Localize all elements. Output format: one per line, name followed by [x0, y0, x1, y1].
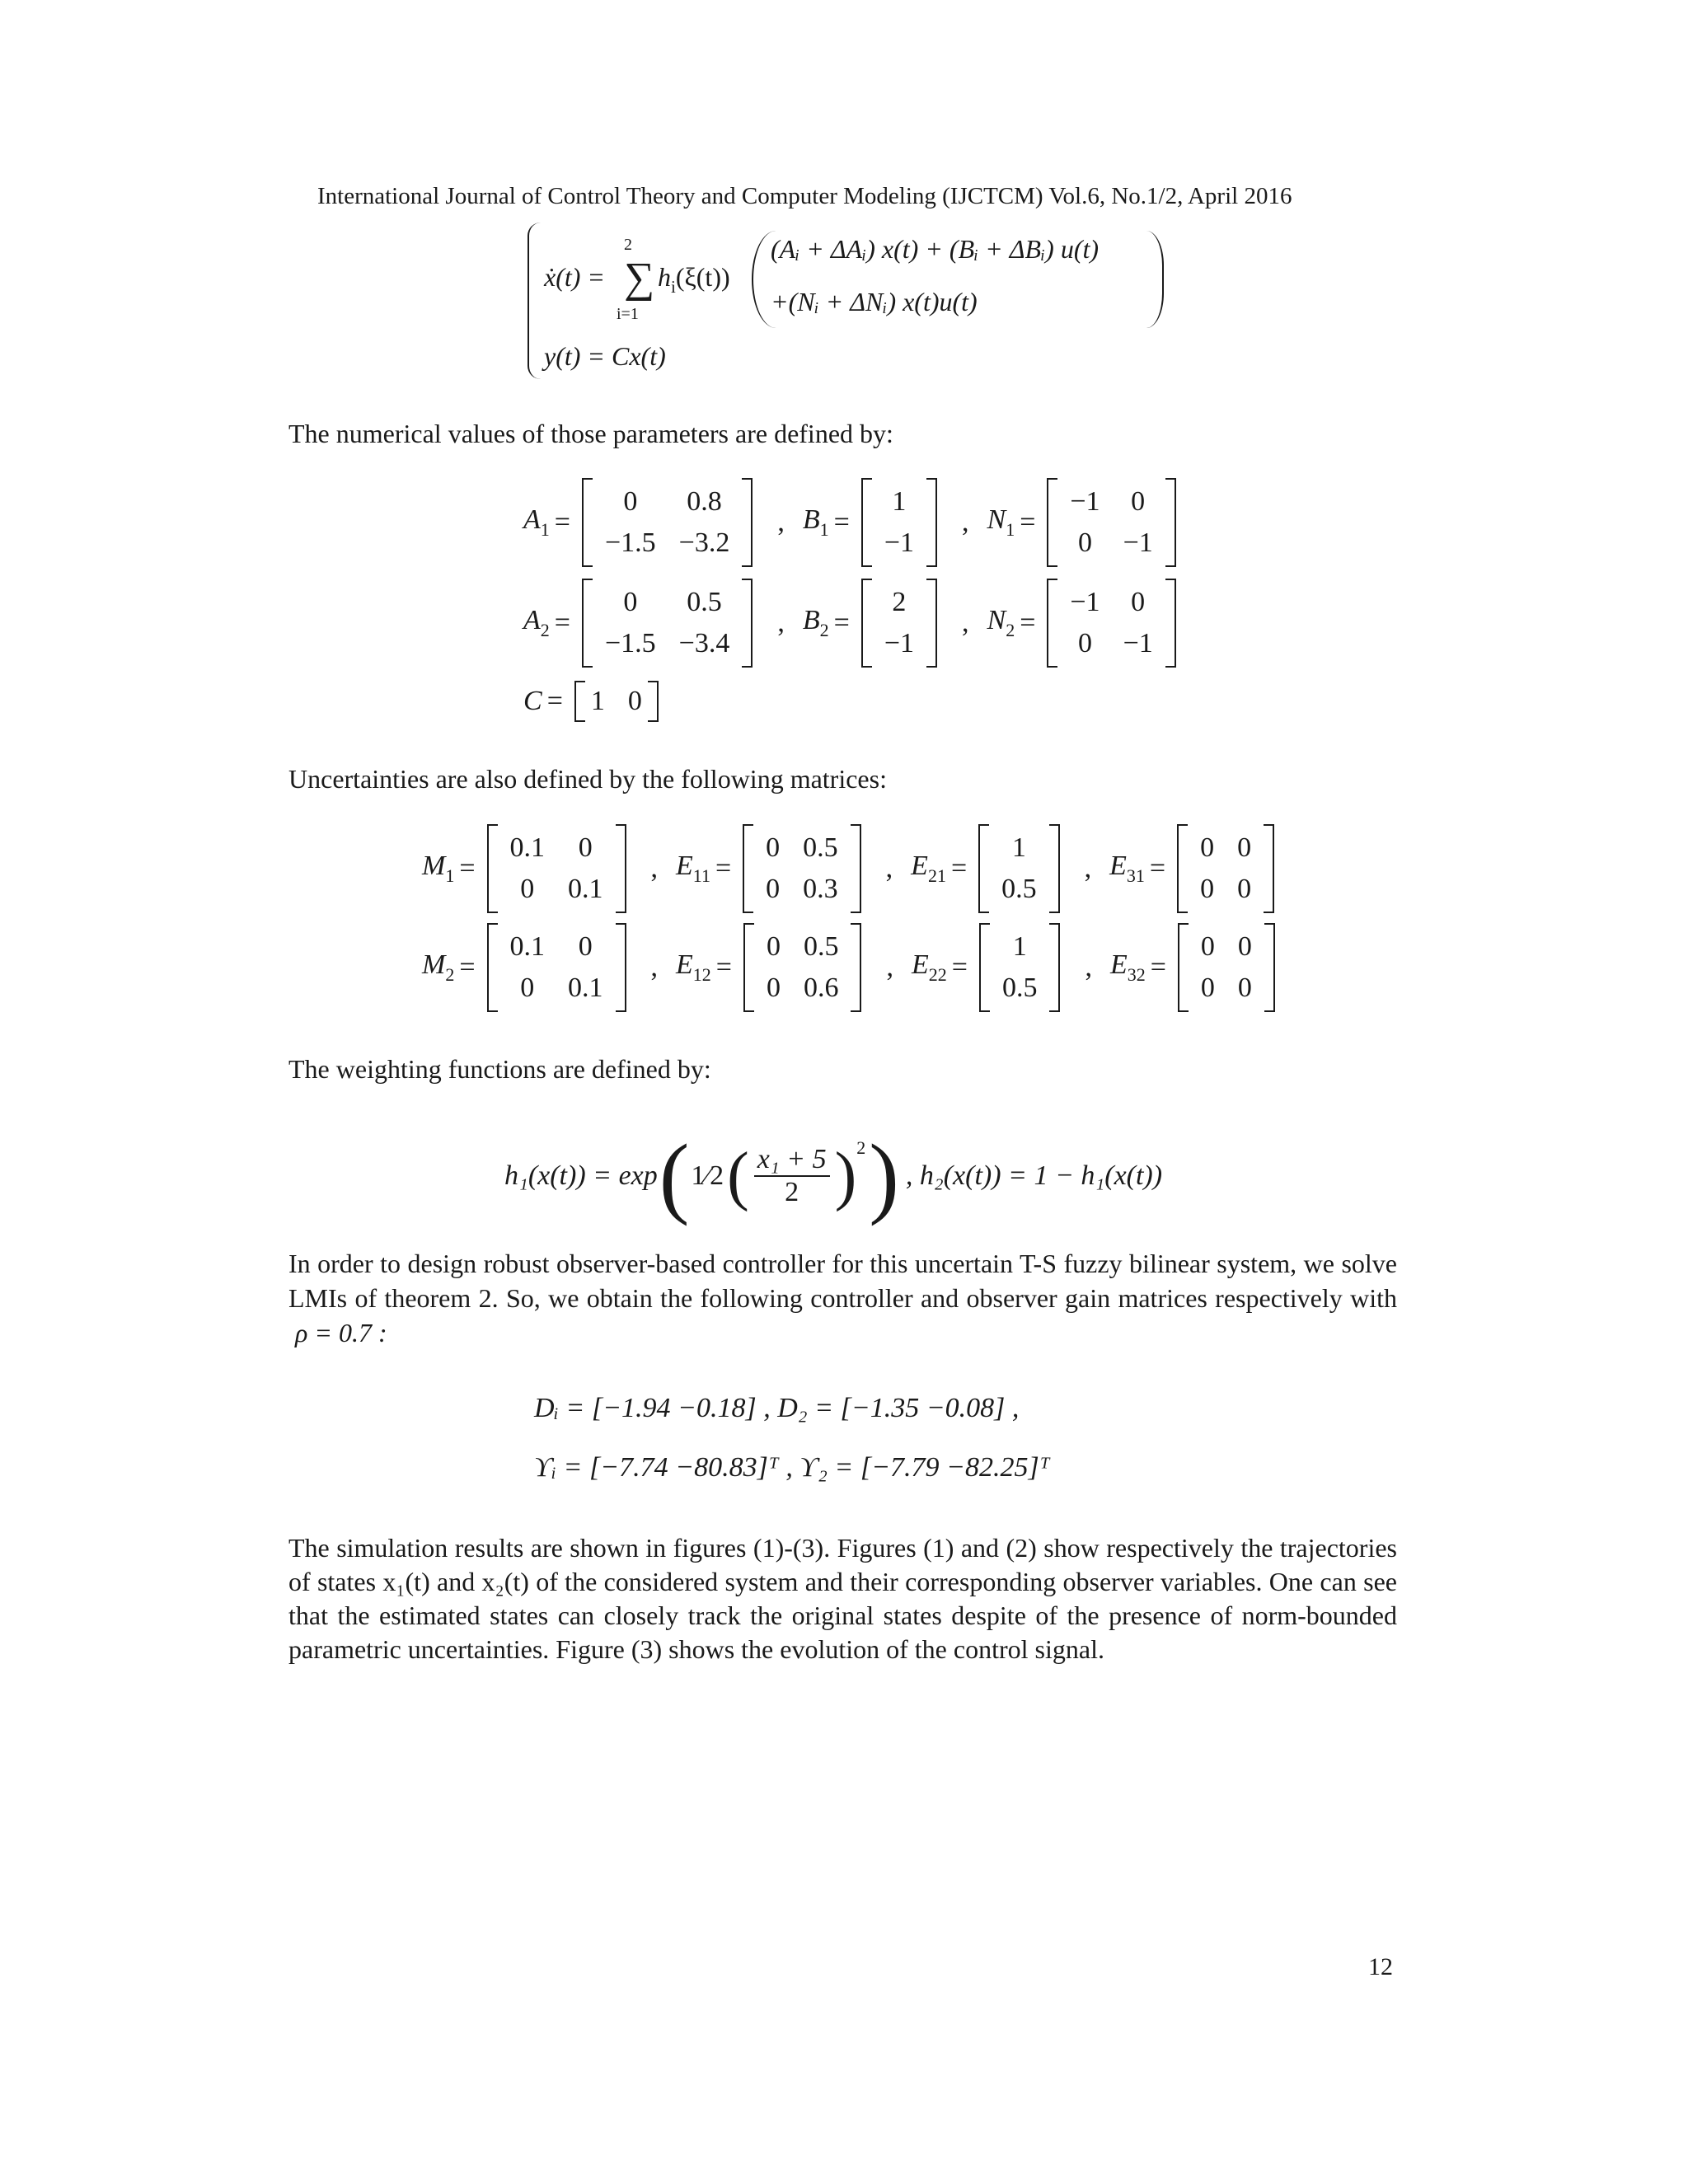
paragraph-design: In order to design robust observer-based controller for this uncertain T-S fuzzy bilinear system, we solve LMIs of theorem 2. So, we obtain the following controller and observer gain matrices respectively with ρ = 0.7 :: [288, 1249, 1397, 1347]
page-number: 12: [1368, 1953, 1393, 1980]
matrix-E22: 1 0.5: [979, 923, 1061, 1012]
left-brace: [528, 223, 541, 379]
matrix-B1: 1 −1: [861, 478, 937, 567]
uncert-row-1: $M_1$ = 0.1 0 0 0.1 , $E_{11}$ = 0 0.5 0 0.3 , $E_{21}$ = 1 0.5 , $E_{31}$ = 0 0 0 0: [422, 824, 1281, 913]
weight-denominator: 2: [785, 1177, 799, 1207]
weight-lhs: h₁(x(t)) = exp: [504, 1160, 658, 1191]
params-row-2: $A_2$ = 0 0.5 −1.5 −3.4 , $B_2$ = 2 −1 , $N_2$ = −1 0 0 −1: [523, 579, 1183, 668]
uncert-row-2: $M_2$ = 0.1 0 0 0.1 , $E_{12}$ = 0 0.5 0 0.6 , $E_{22}$ = 1 0.5 , $E_{32}$ = 0 0 0 0: [422, 923, 1282, 1012]
weight-rhs: , h₂(x(t)) = 1 − h₁(x(t)): [905, 1160, 1163, 1191]
h-arg: (ξ(t)): [675, 262, 730, 292]
h-symbol: h: [658, 262, 671, 292]
matrix-E31: 0 0 0 0: [1177, 824, 1274, 913]
output-equation: y(t) = Cx(t): [544, 341, 666, 371]
weight-exponent: 2: [856, 1137, 866, 1158]
controller-gains: Dᵢ = [−1.94 −0.18] , D₂ = [−1.35 −0.08] ,: [534, 1393, 1020, 1423]
running-header: International Journal of Control Theory and Computer Modeling (IJCTCM) Vol.6, No.1/2, April 2016: [317, 183, 1292, 209]
observer-gains: ϒᵢ = [−7.74 −80.83]ᵀ , ϒ₂ = [−7.79 −82.25]ᵀ: [534, 1452, 1050, 1483]
matrix-N1: −1 0 0 −1: [1047, 478, 1175, 567]
system-line2: +(Nᵢ + ΔNᵢ) x(t)u(t): [771, 287, 978, 316]
matrix-M1: 0.1 0 0 0.1: [487, 824, 626, 913]
weighting-equation: h₁(x(t)) = exp ( 1⁄2 ( $\frac{\text{x₁ + 5}}{2}$ ) 2 ) , h₂(x(t)) = 1 − h₁(x(t)): [504, 1126, 1163, 1226]
matrix-A2: 0 0.5 −1.5 −3.4: [582, 579, 753, 668]
matrix-E12: 0 0.5 0 0.6: [743, 923, 862, 1012]
right-paren: [1129, 231, 1164, 328]
matrix-N2: −1 0 0 −1: [1047, 579, 1175, 668]
matrix-C: 1 0: [574, 681, 659, 722]
rho-value: ρ = 0.7 :: [295, 1318, 387, 1347]
matrix-E32: 0 0 0 0: [1178, 923, 1275, 1012]
weight-fraction: [754, 1144, 830, 1208]
matrix-M2: 0.1 0 0 0.1: [487, 923, 626, 1012]
system-line1: (Aᵢ + ΔAᵢ) x(t) + (Bᵢ + ΔBᵢ) u(t): [771, 234, 1100, 264]
paragraph-weighting: The weighting functions are defined by:: [288, 1054, 711, 1084]
weight-half: 1⁄2: [691, 1160, 724, 1191]
matrix-B2: 2 −1: [861, 579, 937, 668]
paragraph-uncertainties: Uncertainties are also defined by the following matrices:: [288, 764, 887, 794]
paragraph-simulation: The simulation results are shown in figures (1)-(3). Figures (1) and (2) show respectively the trajectories of states x₁(t) and x₂(t) of the considered system and their corresponding observer variables. One can see that the estimated states can closely track the original states despite of the presence of norm-bounded parametric uncertainties. Figure (3) shows the evolution of the control signal.: [288, 1533, 1397, 1664]
sum-symbol: ∑: [624, 255, 655, 302]
matrix-C-row: C = 1 0: [523, 681, 665, 722]
params-row-1: $A_1$ = 0 0.8 −1.5 −3.2 , $B_1$ = 1 −1 , $N_1$ = −1 0 0 −1: [523, 478, 1183, 567]
weight-numerator: x₁ + 5: [754, 1144, 830, 1177]
h-sub: i: [671, 277, 676, 297]
sum-lower: i=1: [617, 305, 639, 323]
matrix-A1: 0 0.8 −1.5 −3.2: [582, 478, 753, 567]
xdot-label: ẋ(t) =: [544, 262, 605, 292]
paragraph-parameters: The numerical values of those parameters are defined by:: [288, 419, 893, 448]
matrix-E11: 0 0.5 0 0.3: [743, 824, 861, 913]
sum-upper: 2: [624, 236, 632, 254]
matrix-E21: 1 0.5: [978, 824, 1060, 913]
